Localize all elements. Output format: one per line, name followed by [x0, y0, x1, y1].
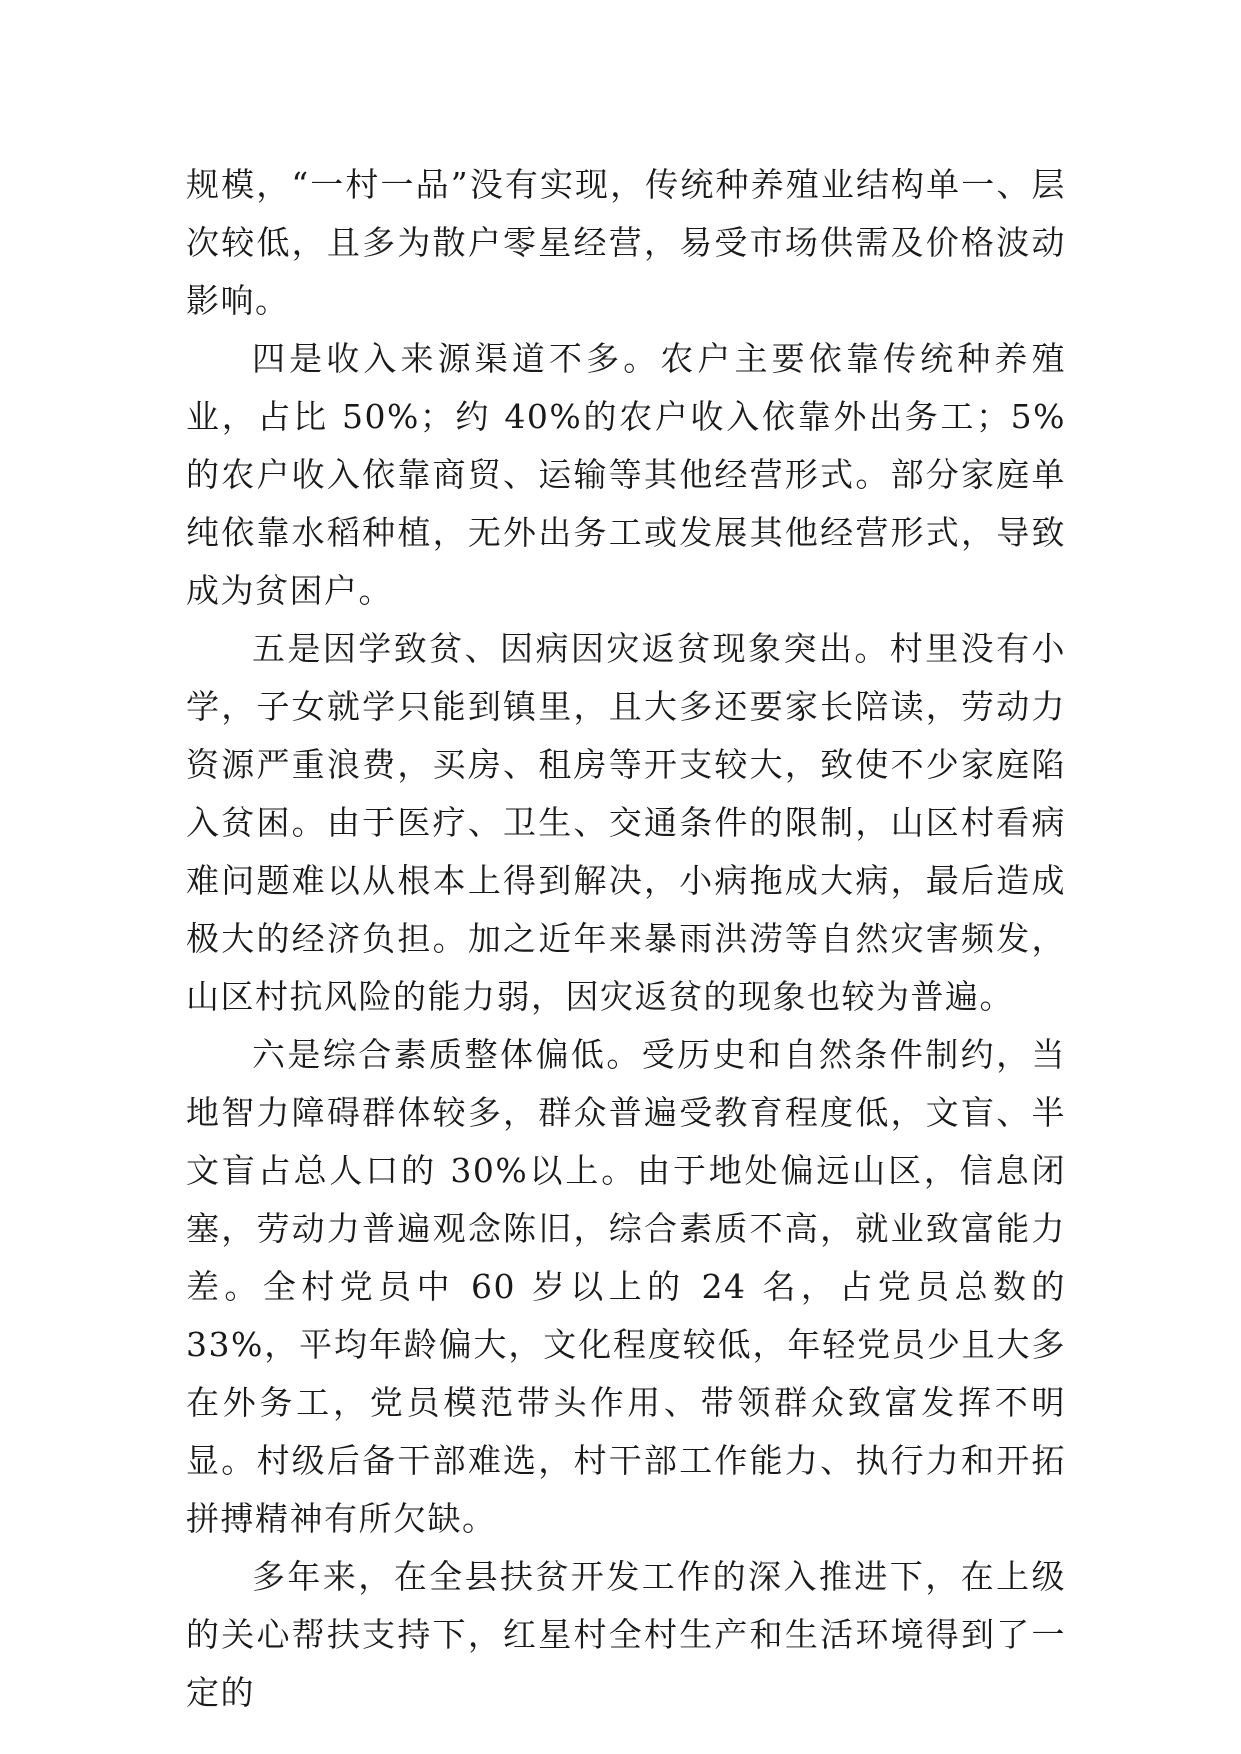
paragraph-progress: 多年来，在全县扶贫开发工作的深入推进下，在上级的关心帮扶支持下，红星村全村生产和生活环境得到了一定的 — [186, 1557, 1066, 1712]
paragraph-overall-quality: 六是综合素质整体偏低。受历史和自然条件制约，当地智力障碍群体较多，群众普遍受教育程度低，文盲、半文盲占总人口的 30%以上。由于地处偏远山区，信息闭塞，劳动力普遍观念陈旧，综合素质不高，就业致富能力差。全村党员中 60 岁以上的 24 名，占党员总数的 33%，平均年龄偏大，文化程度较低，年轻党员少且大多在外务工，党员模范带头作用、带领群众致富发挥不明显。村级后备干部难选，村干部工作能力、执行力和开拓拼搏精神有所欠缺。 — [186, 1035, 1066, 1538]
paragraph-income-sources: 四是收入来源渠道不多。农户主要依靠传统种养殖业，占比 50%；约 40%的农户收入依靠外出务工；5%的农户收入依靠商贸、运输等其他经营形式。部分家庭单纯依靠水稻种植，无外出务工或发展其他经营形式，导致成为贫困户。 — [186, 339, 1066, 610]
paragraph-poverty-causes: 五是因学致贫、因病因灾返贫现象突出。村里没有小学，子女就学只能到镇里，且大多还要家长陪读，劳动力资源严重浪费，买房、租房等开支较大，致使不少家庭陷入贫困。由于医疗、卫生、交通条件的限制，山区村看病难问题难以从根本上得到解决，小病拖成大病，最后造成极大的经济负担。加之近年来暴雨洪涝等自然灾害频发，山区村抗风险的能力弱，因灾返贫的现象也较为普遍。 — [186, 629, 1066, 1016]
document-body — [186, 156, 1066, 1722]
paragraph-continuation: 规模，“一村一品”没有实现，传统种养殖业结构单一、层次较低，且多为散户零星经营，易受市场供需及价格波动影响。 — [186, 165, 1066, 320]
